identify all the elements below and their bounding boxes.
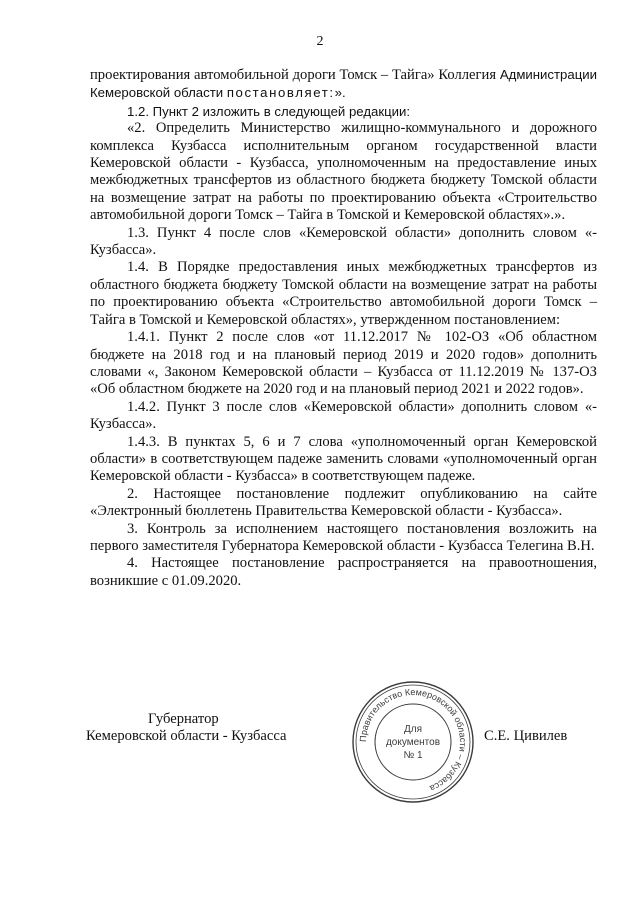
resolution-word: постановляет:	[226, 85, 335, 101]
paragraph-continuation-text: Администрации Кемеровской области	[90, 67, 597, 101]
clause-2-new-text: «2. Определить Министерство жилищно-коммунального и дорожного комплекса Кузбасса исполнительным органом государственной власти Кемеровской области - Кузбасса, уполномоченным на предоставление иных межбюджетных трансфертов из областного бюджета бюджету Томской области на возмещение затрат на работы по проектированию объекта «Строительство автомобильной дороги Томск – Тайга в Томской и Кемеровской областях».».	[90, 120, 597, 224]
paragraph-continuation	[90, 66, 597, 103]
paragraph-continuation-line1: проектирования автомобильной дороги Томск – Тайга» Коллегия	[90, 67, 497, 83]
clause-1-2: 1.2. Пункт 2 изложить в следующей редакции:	[127, 103, 411, 119]
clause-2-publication: 2. Настоящее постановление подлежит опубликованию на сайте «Электронный бюллетень Правительства Кемеровской области - Кузбасса».	[90, 485, 597, 520]
clause-1-4-2: 1.4.2. Пункт 3 после слов «Кемеровской области» дополнить словом «- Кузбасса».	[90, 398, 597, 433]
clause-1-4-1: 1.4.1. Пункт 2 после слов «от 11.12.2017 № 102-ОЗ «Об областном бюджете на 2018 год и на плановый период 2019 и 2020 годов» дополнить словами «, Законом Кемеровской области – Кузбасса от 11.12.2019 № 137-ОЗ «Об областном бюджете на 2020 год и на плановый период 2021 и 2022 годов».	[90, 329, 597, 398]
clause-3-control: 3. Контроль за исполнением настоящего постановления возложить на первого заместителя Губернатора Кемеровской области - Кузбасса Телегина В.Н.	[90, 520, 597, 554]
official-seal	[350, 679, 476, 805]
signatory-position: Губернатор	[148, 711, 219, 727]
paragraph-continuation-end: ».	[334, 85, 346, 101]
clause-4-effective-date: 4. Настоящее постановление распространяется на правоотношения, возникшие с 01.09.2020.	[90, 555, 597, 589]
page-number: 2	[316, 34, 324, 49]
signatory-title	[86, 711, 287, 746]
signatory-name: С.Е. Цивилев	[484, 728, 568, 744]
seal-ring-text: Правительство Кемеровской области – Кузбасса	[357, 686, 469, 794]
seal-center-line2: документов	[385, 737, 441, 748]
seal-center-line3: № 1	[403, 750, 423, 761]
clause-1-4: 1.4. В Порядке предоставления иных межбюджетных трансфертов из областного бюджета бюджету Томской области на возмещение затрат на работы по проектированию объекта «Строительство автомобильной дороги Томск – Тайга в Томской и Кемеровской областях», утвержденном постановлением:	[90, 259, 597, 328]
seal-center-line1: Для	[403, 724, 423, 735]
signatory-region: Кемеровской области - Кузбасса	[86, 728, 287, 745]
document-body	[90, 66, 597, 590]
clause-1-3: 1.3. Пункт 4 после слов «Кемеровской области» дополнить словом «- Кузбасса».	[90, 224, 597, 259]
clause-1-4-3: 1.4.3. В пунктах 5, 6 и 7 слова «уполномоченный орган Кемеровской области» в соответствующем падеже заменить словами «уполномоченный орган Кемеровской области - Кузбасса» в соответствующем падеже.	[90, 433, 597, 485]
